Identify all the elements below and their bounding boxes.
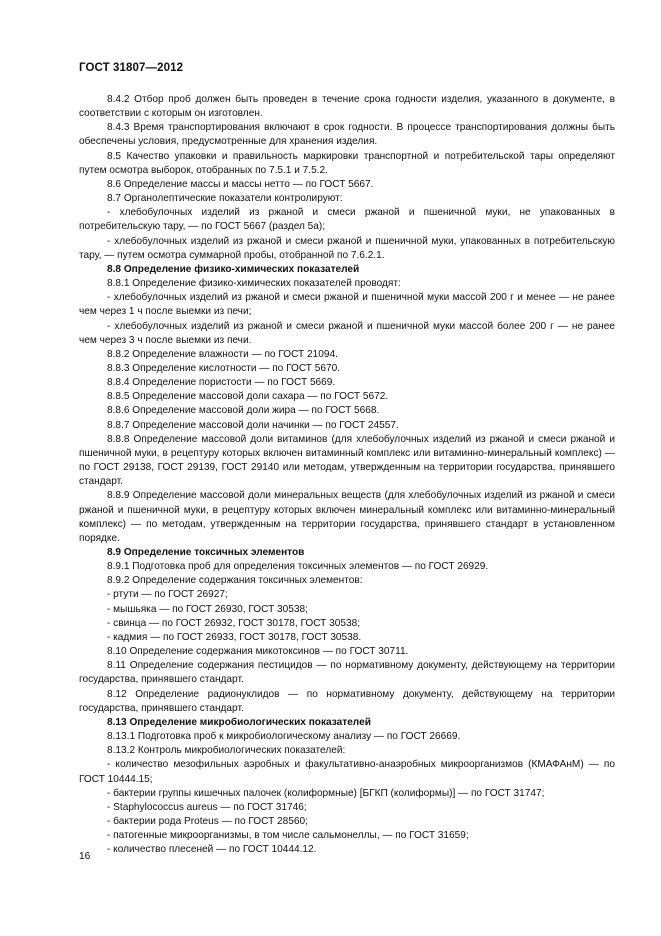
paragraph-8-5: 8.5 Качество упаковки и правильность маркировки транспортной и потребительской тары определяют путем осмотра выборок, отобранных по 7.5.1 и 7.5.2. — [79, 150, 615, 176]
list-item: - хлебобулочных изделий из ржаной и смеси ржаной и пшеничной муки массой более 200 г — не ранее чем через 3 ч после выемки из печи. — [79, 320, 615, 346]
paragraph-8-6: 8.6 Определение массы и массы нетто — по ГОСТ 5667. — [107, 178, 374, 190]
document-body — [79, 93, 615, 857]
list-item: - хлебобулочных изделий из ржаной и смеси ржаной и пшеничной муки массой 200 г и менее — не ранее чем через 1 ч после выемки из печи; — [79, 292, 615, 318]
page-number: 16 — [79, 851, 91, 862]
paragraph-8-8-4: 8.8.4 Определение пористости — по ГОСТ 5669. — [107, 377, 336, 389]
standard-header: ГОСТ 31807—2012 — [79, 62, 184, 74]
section-heading-8-13: 8.13 Определение микробиологических показателей — [107, 716, 371, 728]
list-item: - кадмия — по ГОСТ 26933, ГОСТ 30178, ГОСТ 30538. — [107, 631, 362, 643]
list-item: - патогенные микроорганизмы, в том числе сальмонеллы, — по ГОСТ 31659; — [107, 830, 469, 842]
section-heading-8-9: 8.9 Определение токсичных элементов — [107, 547, 305, 558]
paragraph-8-8-7: 8.8.7 Определение массовой доли начинки — по ГОСТ 24557. — [107, 419, 399, 431]
paragraph-8-7: 8.7 Органолептические показатели контролируют: — [107, 193, 343, 205]
paragraph-8-8-1: 8.8.1 Определение физико-химических показателей проводят: — [107, 278, 401, 290]
paragraph-8-8-5: 8.8.5 Определение массовой доли сахара — по ГОСТ 5672. — [107, 391, 389, 403]
list-item: - хлебобулочных изделий из ржаной и смеси ржаной и пшеничной муки, не упакованных в потребительскую тару, — по ГОСТ 5667 (раздел 5а); — [79, 207, 615, 233]
paragraph-8-4-2: 8.4.2 Отбор проб должен быть проведен в течение срока годности изделия, указанного в документе, в соответствии с которым он изготовлен. — [79, 94, 615, 120]
paragraph-8-10: 8.10 Определение содержания микотоксинов — по ГОСТ 30711. — [107, 646, 409, 658]
paragraph-8-13-1: 8.13.1 Подготовка проб к микробиологическому анализу — по ГОСТ 26669. — [107, 731, 461, 743]
paragraph-8-4-3: 8.4.3 Время транспортирования включают в срок годности. В процессе транспортирования должны быть обеспечены условия, предусмотренные для хранения изделия. — [79, 122, 615, 148]
list-item: - Staphylococcus aureus — по ГОСТ 31746; — [107, 801, 307, 813]
paragraph-8-9-1: 8.9.1 Подготовка проб для определения токсичных элементов — по ГОСТ 26929. — [107, 561, 489, 573]
list-item: - мышьяка — по ГОСТ 26930, ГОСТ 30538; — [107, 603, 308, 615]
paragraph-8-13-2: 8.13.2 Контроль микробиологических показателей: — [107, 745, 346, 757]
list-item: - количество мезофильных аэробных и факультативно-анаэробных микроорганизмов (КМАФАнМ) — по ГОСТ 10444.15; — [79, 759, 615, 785]
list-item: - ртути — по ГОСТ 26927; — [107, 589, 228, 601]
paragraph-8-8-3: 8.8.3 Определение кислотности — по ГОСТ 5670. — [107, 362, 341, 374]
paragraph-8-9-2: 8.9.2 Определение содержания токсичных элементов: — [107, 575, 363, 587]
paragraph-8-8-2: 8.8.2 Определение влажности — по ГОСТ 21094. — [107, 348, 338, 360]
list-item: - количество плесеней — по ГОСТ 10444.12. — [107, 844, 317, 856]
paragraph-8-8-9: 8.8.9 Определение массовой доли минеральных веществ (для хлебобулочных изделий из ржаной и смеси ржаной и пшеничной муки, в рецептуру которых включен минеральный комплекс или витаминно-минеральный комплекс) — по методам, утвержденным на территории государства, принявшего стандарт в установленном порядке. — [79, 490, 615, 544]
paragraph-8-8-8: 8.8.8 Определение массовой доли витаминов (для хлебобулочных изделий из ржаной и смеси ржаной и пшеничной муки, в рецептуру которых включен витаминный комплекс или витаминно-минеральный комплекс) — по ГОСТ 29138, ГОСТ 29139, ГОСТ 29140 или методам, утвержденным на территории государства, принявшего стандарт. — [79, 433, 615, 488]
list-item: - бактерии рода Proteus — по ГОСТ 28560; — [107, 815, 308, 827]
paragraph-8-8-6: 8.8.6 Определение массовой доли жира — по ГОСТ 5668. — [107, 405, 380, 417]
list-item: - свинца — по ГОСТ 26932, ГОСТ 30178, ГОСТ 30538; — [107, 617, 361, 629]
section-heading-8-8: 8.8 Определение физико-химических показателей — [107, 263, 360, 275]
list-item: - хлебобулочных изделий из ржаной и смеси ржаной и пшеничной муки, упакованных в потребительскую тару, — путем осмотра суммарной пробы, отобранной по 7.6.2.1. — [79, 235, 615, 261]
list-item: - бактерии группы кишечных палочек (колиформные) [БГКП (колиформы)] — по ГОСТ 31747; — [107, 787, 545, 799]
paragraph-8-11: 8.11 Определение содержания пестицидов — по нормативному документу, действующему на территории государства, принявшего стандарт. — [79, 660, 615, 686]
paragraph-8-12: 8.12 Определение радионуклидов — по нормативному документу, действующему на территории государства, принявшего стандарт. — [79, 688, 615, 714]
